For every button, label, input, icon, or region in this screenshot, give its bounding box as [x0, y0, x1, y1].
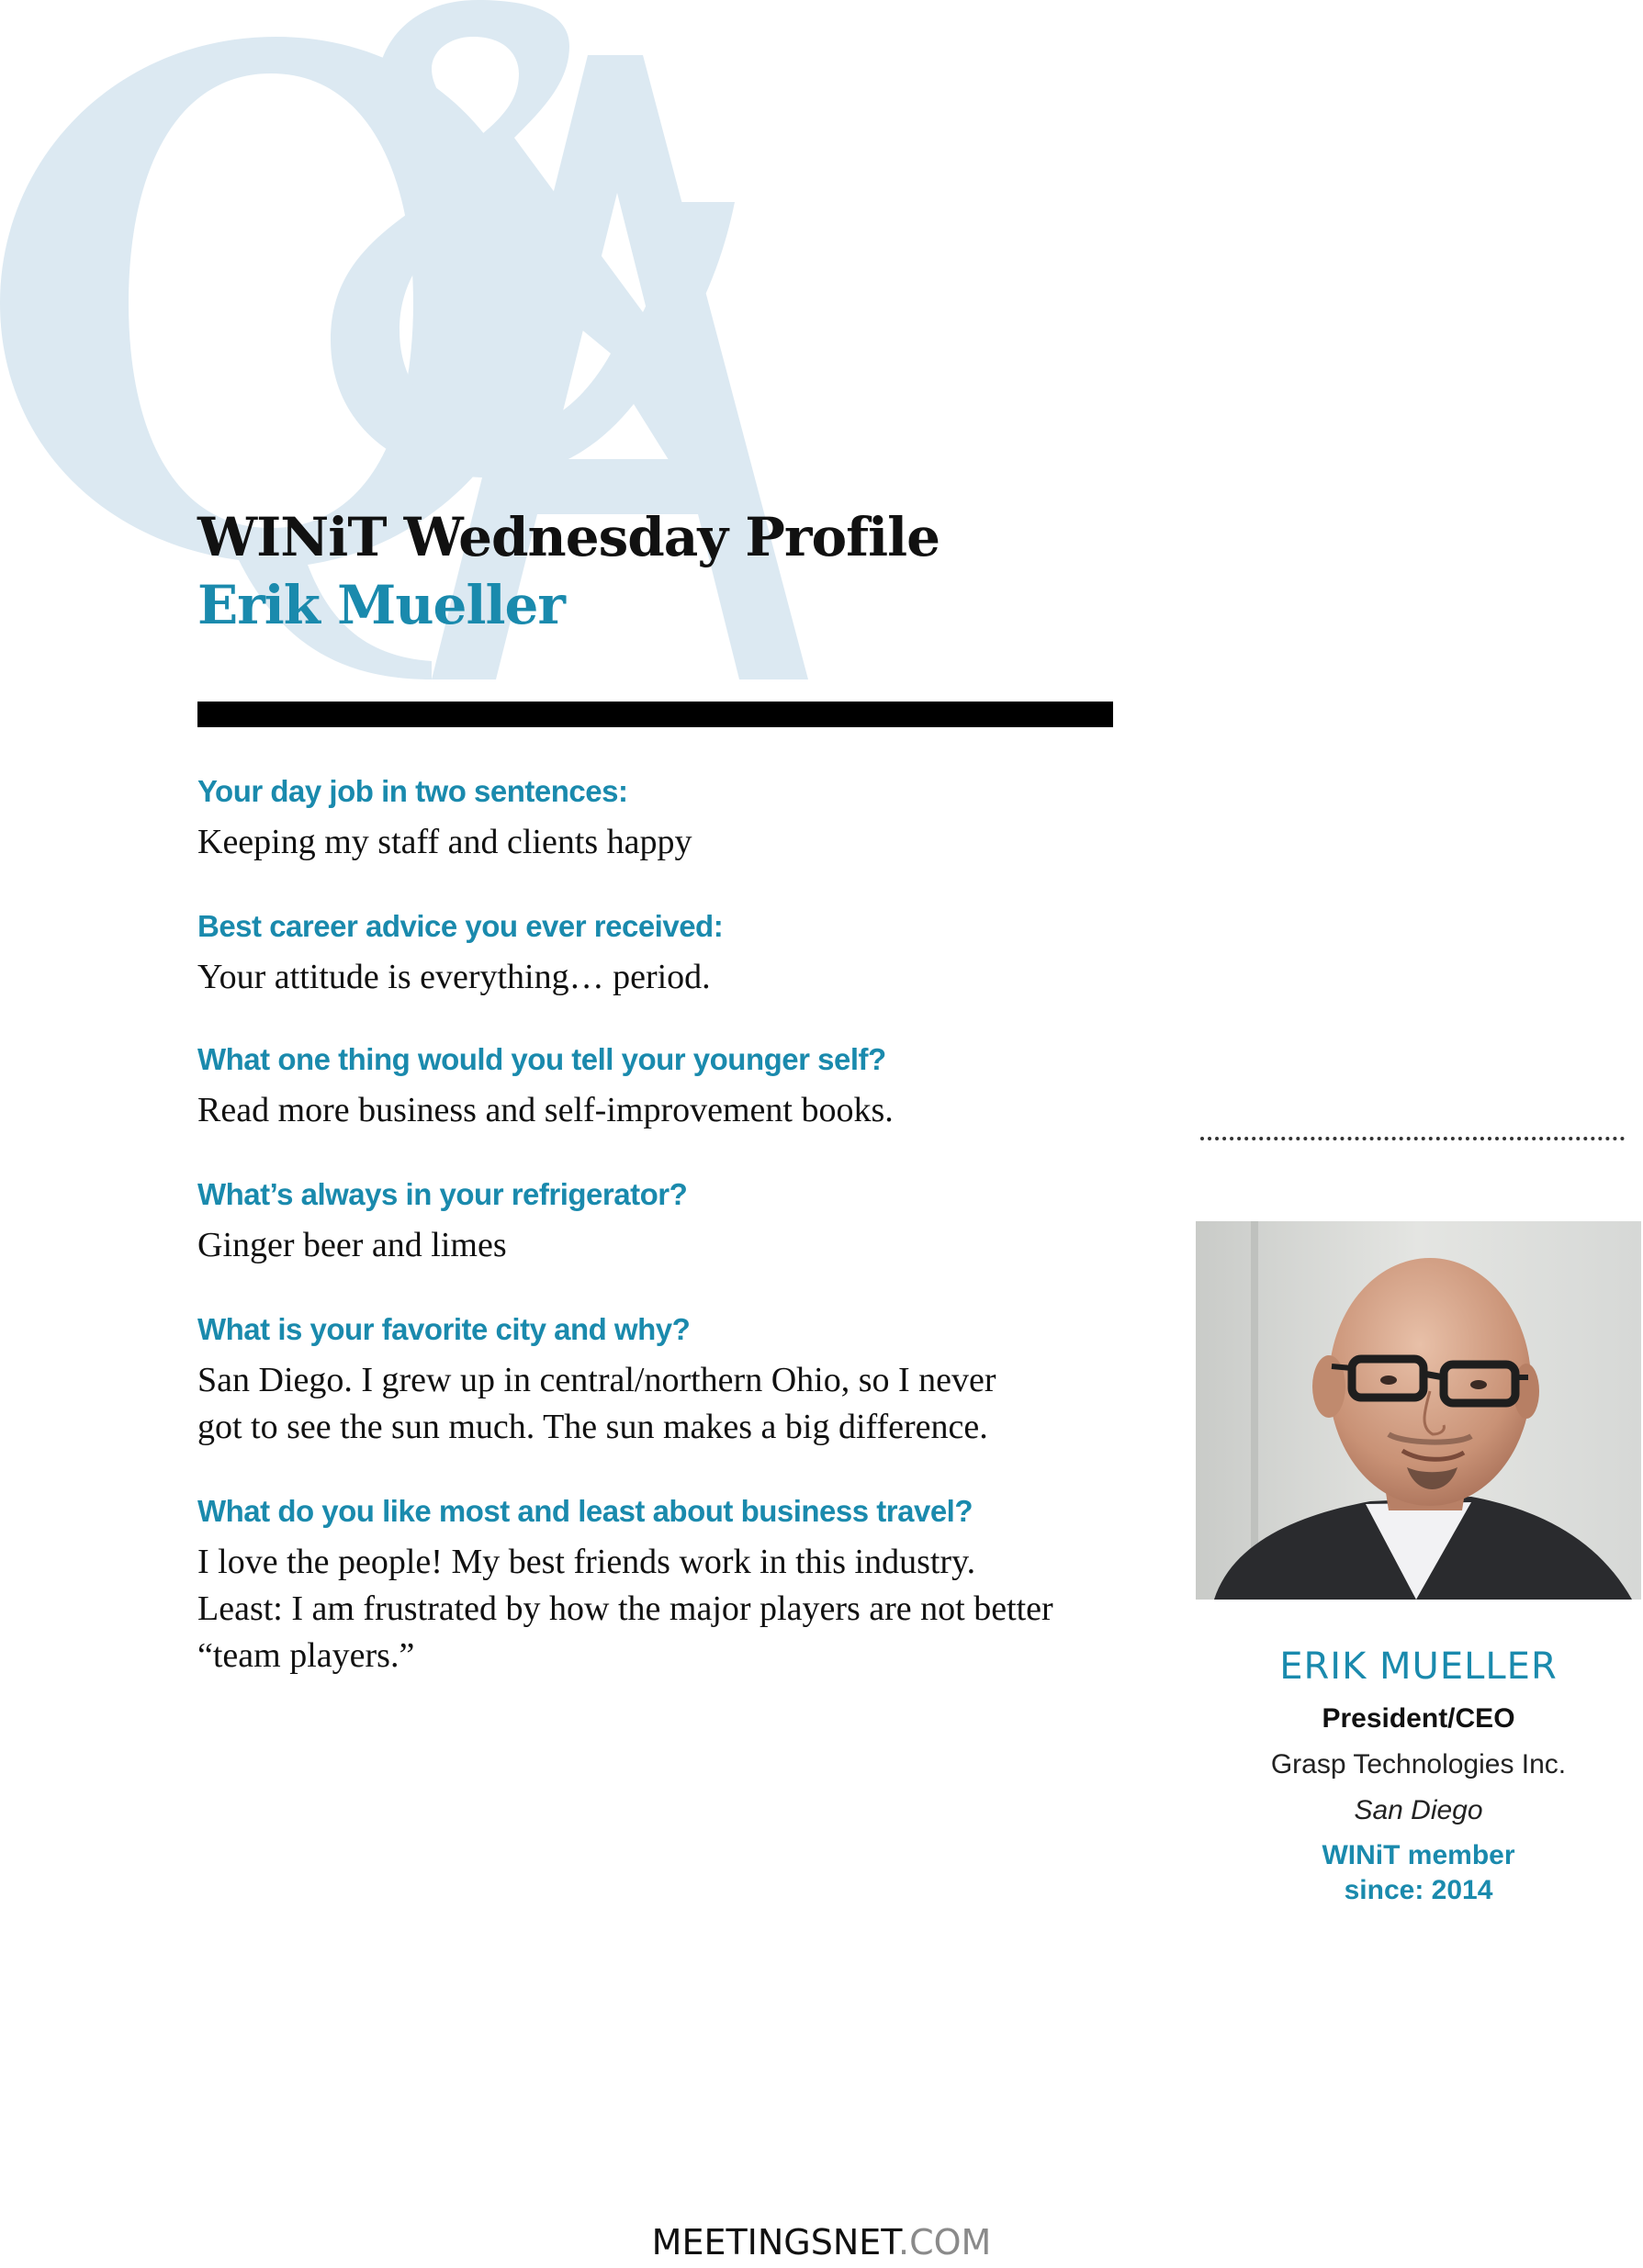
- qa-item: [197, 1039, 1116, 1134]
- profile-card: [1196, 1644, 1641, 1908]
- answer: Ginger beer and limes: [197, 1226, 507, 1264]
- qa-item: [197, 906, 1116, 1001]
- answer: I love the people! My best friends work in this industry. Least: I am frustrated by how the major players are not better “team players.”: [197, 1543, 1053, 1675]
- person-name: Erik Mueller: [197, 574, 565, 636]
- footer-site-url: [0, 2220, 1643, 2264]
- question: What one thing would you tell your younger self?: [197, 1042, 886, 1076]
- question: What’s always in your refrigerator?: [197, 1177, 688, 1211]
- dotted-divider: [1200, 1137, 1625, 1140]
- profile-photo: [1196, 1221, 1641, 1600]
- profile-header: [197, 503, 940, 639]
- qa-list: [197, 771, 1116, 1679]
- profile-city: San Diego: [1354, 1795, 1483, 1825]
- question: What do you like most and least about business travel?: [197, 1494, 973, 1528]
- qa-item: [197, 1491, 1116, 1679]
- page-title: WINiT Wednesday Profile: [197, 506, 940, 568]
- question: Best career advice you ever received:: [197, 909, 724, 943]
- profile-role: President/CEO: [1322, 1703, 1515, 1734]
- answer: Read more business and self-improvement books.: [197, 1091, 894, 1129]
- footer-site-suffix: .COM: [898, 2222, 992, 2262]
- profile-company: Grasp Technologies Inc.: [1270, 1749, 1567, 1780]
- qa-item: [197, 1309, 1116, 1451]
- answer: Keeping my staff and clients happy: [197, 823, 692, 861]
- profile-name: ERIK MUELLER: [1279, 1645, 1558, 1688]
- header-divider: [197, 702, 1113, 727]
- answer: San Diego. I grew up in central/northern Ohio, so I never got to see the sun much. The sun makes a big difference.: [197, 1361, 996, 1446]
- member-since: WINiT member since: 2014: [1322, 1840, 1515, 1905]
- qa-item: [197, 771, 1116, 866]
- question: Your day job in two sentences:: [197, 774, 628, 808]
- answer: Your attitude is everything… period.: [197, 958, 711, 996]
- question: What is your favorite city and why?: [197, 1312, 691, 1346]
- qa-item: [197, 1174, 1116, 1269]
- footer-site-main: MEETINGSNET: [651, 2222, 899, 2262]
